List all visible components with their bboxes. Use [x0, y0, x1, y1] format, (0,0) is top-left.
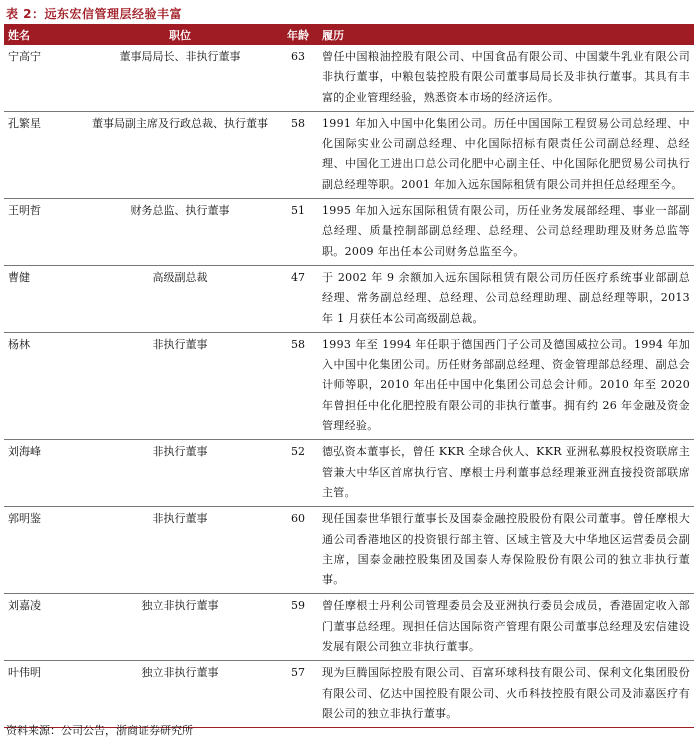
table-row	[4, 111, 694, 198]
header-resume: 履历	[318, 24, 694, 45]
resume-cell: 1995 年加入远东国际租赁有限公司，历任业务发展部经理、事业一部副总经理、质量控制部副总经理、总经理、公司总经理助理及财务总监等职。2009 年出任本公司财务总监至今。	[318, 199, 694, 266]
table-row	[4, 661, 694, 728]
position-cell: 独立非执行董事	[82, 661, 278, 728]
table-row	[4, 440, 694, 507]
age-cell: 51	[278, 199, 318, 266]
table-row	[4, 507, 694, 594]
position-cell: 高级副总裁	[82, 265, 278, 332]
name-cell: 曹健	[4, 265, 82, 332]
resume-cell: 1991 年加入中国中化集团公司。历任中国国际工程贸易公司总经理、中化国际实业公司副总经理、中化国际招标有限责任公司副总经理、总经理、中国化工进出口总公司化肥中心副主任、中化国际化肥贸易公司执行副总经理等职。2001 年加入远东国际租赁有限公司并担任总经理至今。	[318, 111, 694, 198]
age-cell: 52	[278, 440, 318, 507]
table-row	[4, 199, 694, 266]
age-cell: 57	[278, 661, 318, 728]
name-cell: 宁高宁	[4, 45, 82, 111]
position-cell: 财务总监、执行董事	[82, 199, 278, 266]
header-name: 姓名	[4, 24, 82, 45]
table-row	[4, 332, 694, 439]
table-row	[4, 594, 694, 661]
resume-cell: 曾任中国粮油控股有限公司、中国食品有限公司、中国蒙牛乳业有限公司非执行董事，中粮包装控股有限公司董事局局长及非执行董事。其具有丰富的企业管理经验，熟悉资本市场的经济运作。	[318, 45, 694, 111]
resume-cell: 1993 年至 1994 年任职于德国西门子公司及德国威拉公司。1994 年加入中国中化集团公司。历任财务部副总经理、资金管理部总经理、副总会计师等职，2010 年出任中国中化集团公司总会计师。2010 年至 2020 年曾担任中化化肥控股有限公司的非执行董事。拥有约 26 年金融及资金管理经验。	[318, 332, 694, 439]
age-cell: 59	[278, 594, 318, 661]
position-cell: 董事局副主席及行政总裁、执行董事	[82, 111, 278, 198]
table-row	[4, 45, 694, 111]
position-cell: 董事局局长、非执行董事	[82, 45, 278, 111]
resume-cell: 德弘资本董事长，曾任 KKR 全球合伙人、KKR 亚洲私募股权投资联席主管兼大中华区首席执行官、摩根士丹利董事总经理兼亚洲直接投资部联席主管。	[318, 440, 694, 507]
resume-cell: 于 2002 年 9 余额加入远东国际租赁有限公司历任医疗系统事业部副总经理、常务副总经理、总经理、公司总经理助理、副总经理等职，2013 年 1 月获任本公司高级副总裁。	[318, 265, 694, 332]
name-cell: 刘嘉凌	[4, 594, 82, 661]
name-cell: 王明哲	[4, 199, 82, 266]
position-cell: 独立非执行董事	[82, 594, 278, 661]
age-cell: 60	[278, 507, 318, 594]
name-cell: 孔繁星	[4, 111, 82, 198]
position-cell: 非执行董事	[82, 440, 278, 507]
name-cell: 叶伟明	[4, 661, 82, 728]
table-title: 表 2：远东宏信管理层经验丰富	[6, 7, 183, 21]
management-table	[4, 24, 694, 728]
table-row	[4, 265, 694, 332]
name-cell: 郭明鉴	[4, 507, 82, 594]
resume-cell: 现为巨腾国际控股有限公司、百富环球科技有限公司、保利文化集团股份有限公司、亿达中国控股有限公司、火币科技控股有限公司及沛嘉医疗有限公司的独立非执行董事。	[318, 661, 694, 728]
age-cell: 63	[278, 45, 318, 111]
name-cell: 杨林	[4, 332, 82, 439]
header-age: 年龄	[278, 24, 318, 45]
table-header-row	[4, 24, 694, 45]
position-cell: 非执行董事	[82, 507, 278, 594]
source-note: 资料来源：公司公告，浙商证券研究所	[6, 724, 193, 737]
resume-cell: 曾任摩根士丹利公司管理委员会及亚洲执行委员会成员，香港固定收入部门董事总经理。现担任信达国际资产管理有限公司董事总经理及宏信建设发展有限公司独立非执行董事。	[318, 594, 694, 661]
resume-cell: 现任国泰世华银行董事长及国泰金融控股股份有限公司董事。曾任摩根大通公司香港地区的投资银行部主管、区域主管及大中华地区运营委员会副主席，国泰金融控股集团及国泰人寿保险股份有限公司的独立非执行董事。	[318, 507, 694, 594]
position-cell: 非执行董事	[82, 332, 278, 439]
header-position: 职位	[82, 24, 278, 45]
age-cell: 47	[278, 265, 318, 332]
age-cell: 58	[278, 332, 318, 439]
name-cell: 刘海峰	[4, 440, 82, 507]
age-cell: 58	[278, 111, 318, 198]
